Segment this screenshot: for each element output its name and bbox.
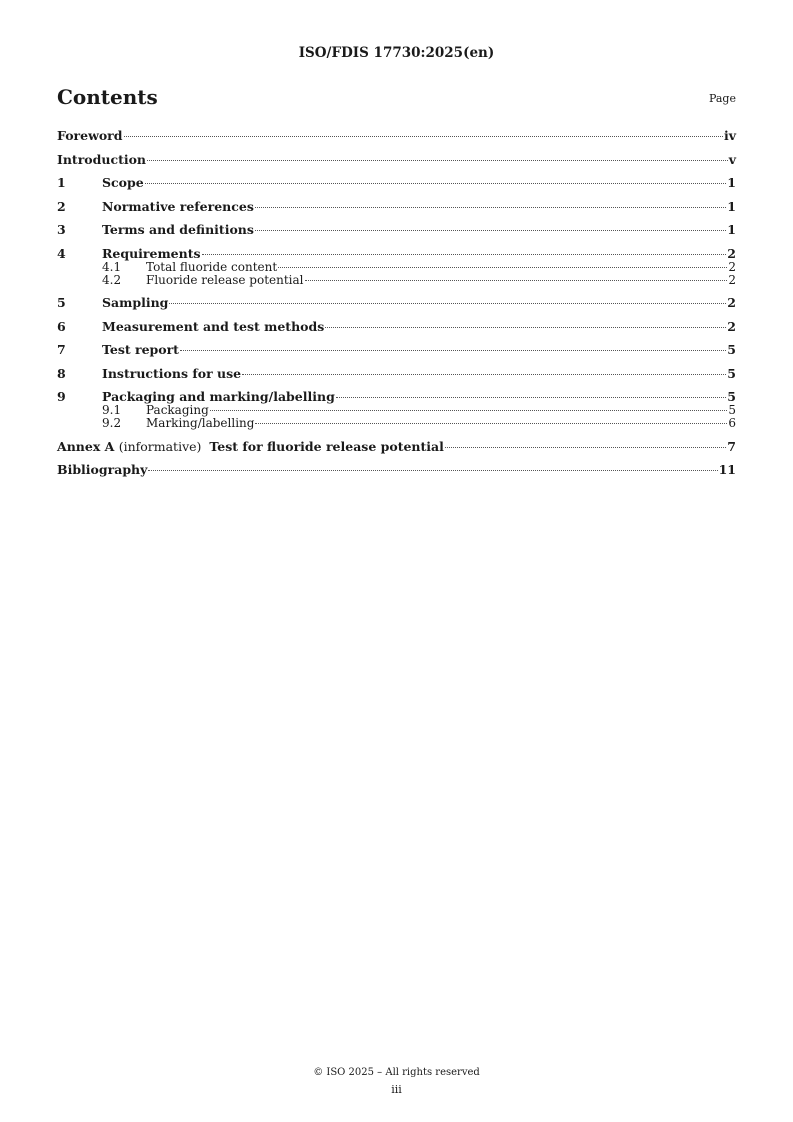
toc-entry-marking-labelling[interactable]: [57, 417, 736, 430]
toc-entry-measurement-and-test-methods[interactable]: [57, 319, 736, 334]
toc-entry-page: 6: [728, 416, 736, 430]
toc-entry-title: Scope: [102, 175, 144, 190]
toc-entry-number: 4: [57, 245, 66, 261]
toc-entry-page: 5: [727, 389, 736, 404]
toc-entry-annex-label: Annex A: [57, 438, 115, 454]
toc-entry-page: v: [728, 151, 736, 167]
toc-entry-number: 4.1: [102, 259, 122, 274]
toc-entry-title: Test for fluoride release potential: [209, 438, 444, 454]
toc-entry-page: 2: [728, 259, 736, 274]
toc-entry-packaging-and-marking[interactable]: [57, 389, 736, 404]
dot-leader: [445, 447, 726, 448]
toc-entry-scope[interactable]: [57, 175, 736, 190]
toc-entry-instructions-for-use[interactable]: [57, 366, 736, 381]
toc-entry-sampling[interactable]: [57, 295, 736, 310]
toc-entry-number: 9: [57, 389, 66, 404]
toc-entry-foreword[interactable]: [57, 128, 736, 143]
dot-leader: [336, 397, 726, 398]
dot-leader: [255, 207, 726, 208]
dot-leader: [305, 280, 728, 281]
toc-entry-title: Normative references: [102, 198, 254, 214]
toc-entry-title: Terms and definitions: [102, 222, 254, 237]
toc-entry-number: 4.2: [102, 272, 122, 287]
toc-entry-page: 1: [727, 175, 736, 190]
dot-leader: [325, 327, 726, 328]
dot-leader: [124, 136, 723, 137]
toc-entry-number: 2: [57, 198, 66, 214]
toc-entry-page: 2: [728, 272, 736, 287]
dot-leader: [278, 267, 727, 268]
toc-entry-page: 11: [718, 462, 736, 477]
toc-entry-title: Packaging and marking/labelling: [102, 389, 335, 404]
dot-leader: [242, 374, 726, 375]
toc-entry-page: 1: [727, 222, 736, 237]
dot-leader: [148, 470, 717, 471]
toc-entry-number: 1: [57, 175, 66, 190]
toc-entry-title: Packaging: [146, 403, 209, 417]
toc-entry-page: 5: [728, 403, 736, 417]
toc-entry-title: Requirements: [102, 245, 201, 261]
dot-leader: [255, 230, 726, 231]
toc-entry-title: Introduction: [57, 151, 147, 167]
dot-leader: [255, 423, 727, 424]
toc-entry-title: Total fluoride content: [146, 259, 278, 274]
toc-entry-title: Bibliography: [57, 462, 148, 477]
dot-leader: [145, 183, 727, 184]
toc-entry-number: 9.2: [102, 416, 122, 430]
toc-entry-number: 3: [57, 222, 66, 237]
toc-entry-title: Measurement and test methods: [102, 318, 325, 334]
toc-entry-title: Foreword: [57, 128, 123, 143]
toc-entry-number: 8: [57, 365, 66, 381]
toc-entry-page: 5: [727, 342, 736, 357]
toc-entry-title: Fluoride release potential: [146, 272, 304, 287]
toc-entry-number: 5: [57, 295, 66, 310]
toc-entry-title: Marking/labelling: [146, 416, 255, 430]
toc-entry-test-report[interactable]: [57, 342, 736, 357]
toc-entry-fluoride-release-potential[interactable]: [57, 274, 736, 287]
toc-entry-requirements[interactable]: [57, 246, 736, 261]
dot-leader: [202, 254, 727, 255]
toc-entry-page: 7: [727, 438, 736, 454]
toc-entry-title: Sampling: [102, 295, 169, 310]
toc-entry-page: 1: [727, 198, 736, 214]
page-number: iii: [391, 1083, 402, 1096]
toc-entry-page: 2: [727, 295, 736, 310]
toc-entry-page: 5: [727, 365, 736, 381]
dot-leader: [169, 303, 726, 304]
dot-leader: [180, 350, 726, 351]
toc-entry-annex-a[interactable]: [57, 439, 736, 454]
copyright-footer: © ISO 2025 – All rights reserved: [313, 1067, 480, 1078]
toc-entry-terms-and-definitions[interactable]: [57, 222, 736, 237]
toc-entry-title: Instructions for use: [102, 365, 242, 381]
toc-entry-bibliography[interactable]: [57, 462, 736, 477]
toc-entry-page: iv: [723, 128, 736, 143]
toc-entry-page: 2: [727, 245, 736, 261]
page-column-label: Page: [708, 92, 736, 105]
toc-entry-number: 7: [57, 342, 66, 357]
dot-leader: [147, 160, 728, 161]
toc-entry-normative-references[interactable]: [57, 199, 736, 214]
table-of-contents: [57, 128, 736, 477]
toc-entry-number: 9.1: [102, 403, 122, 417]
dot-leader: [210, 410, 728, 411]
toc-entry-total-fluoride-content[interactable]: [57, 261, 736, 274]
toc-entry-title: Test report: [102, 342, 179, 357]
contents-title: Contents: [57, 85, 158, 109]
toc-entry-annex-classification: (informative): [118, 438, 202, 454]
toc-entry-number: 6: [57, 318, 66, 334]
toc-entry-page: 2: [727, 318, 736, 334]
document-header: ISO/FDIS 17730:2025(en): [298, 45, 495, 61]
toc-entry-introduction[interactable]: [57, 152, 736, 167]
